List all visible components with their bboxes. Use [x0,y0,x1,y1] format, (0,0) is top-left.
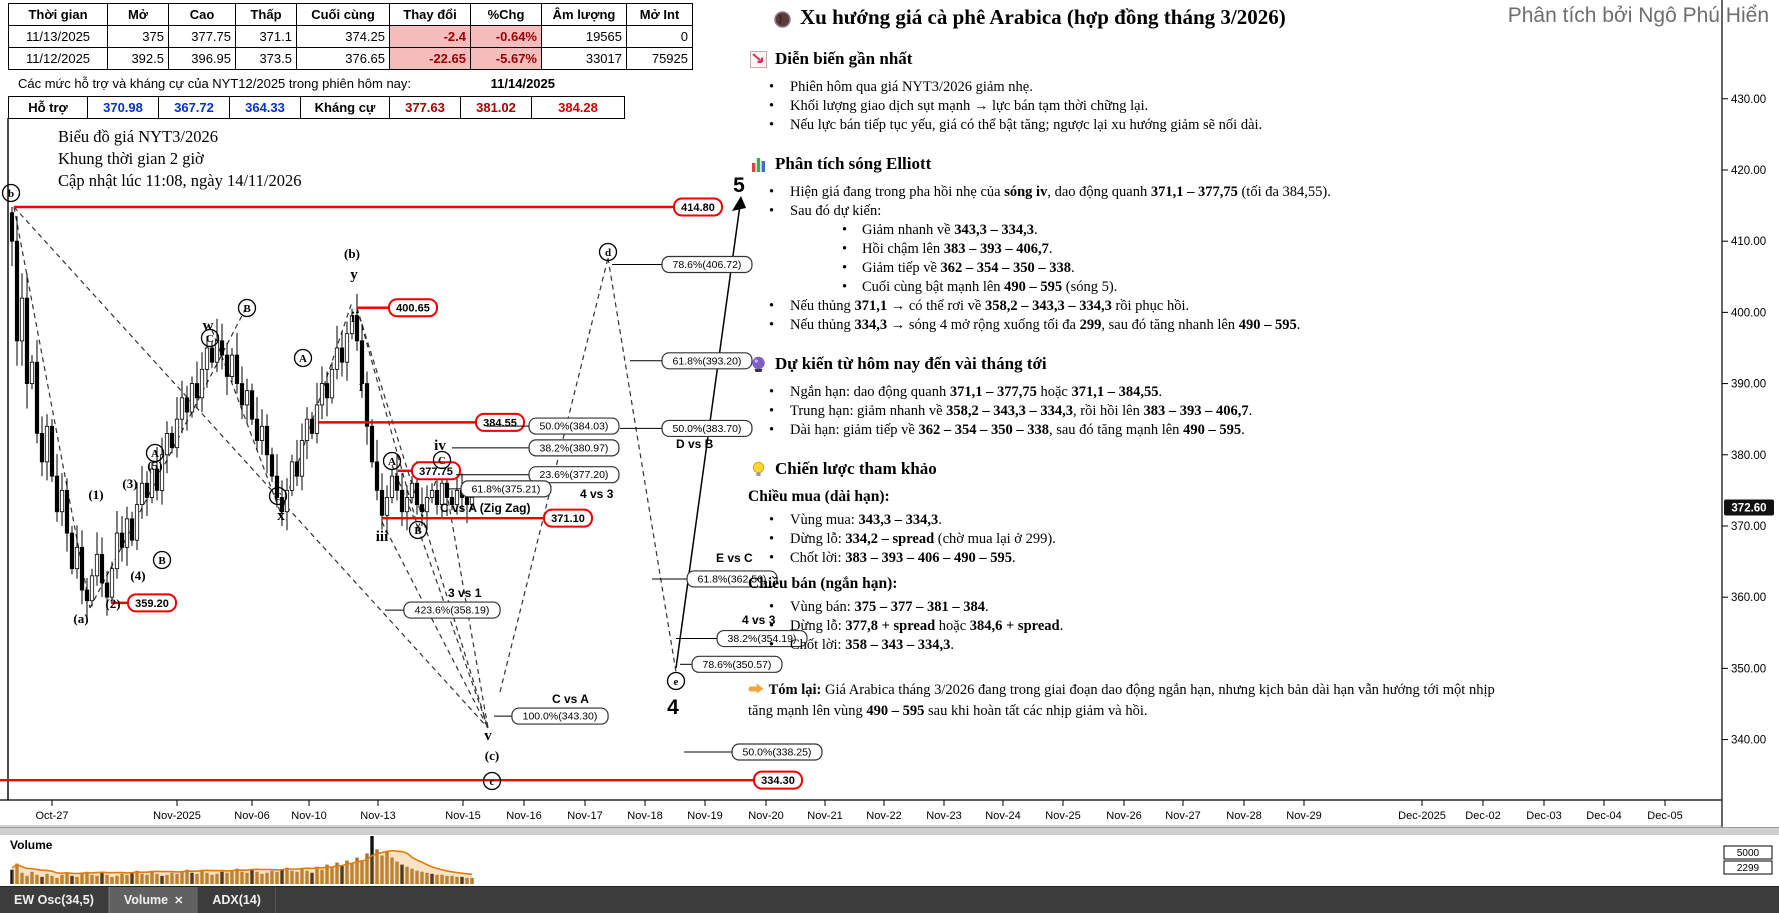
candle-body [145,483,148,497]
section-title: Diễn biến gần nhất [775,49,913,68]
analysis-bullet: • Nếu thủng 334,3 → sóng 4 mở rộng xuống tối đa 299, sau đó tăng nhanh lên 490 – 595. [748,316,1526,335]
analysis-bullet: • Hồi chậm lên 383 – 393 – 406,7. [748,240,1526,259]
candle-body [125,519,128,547]
candle-body [180,398,183,419]
candle-body [30,362,33,383]
date-tick-label[interactable]: Nov-25 [1045,810,1081,822]
date-tick-label[interactable]: Nov-15 [445,810,481,822]
wave-label: d [604,247,612,259]
wave-label: A [388,456,396,468]
analysis-bullet: • Vùng bán: 375 – 377 – 381 – 384. [748,598,1526,617]
ohlc-header: Cuối cùng [297,4,390,26]
fib-label-text: 38.2%(380.97) [539,442,609,455]
wave-label: (3) [122,476,138,491]
fib-label-text: 50.0%(384.03) [539,420,609,433]
analysis-title-text: Xu hướng giá cà phê Arabica (hợp đồng tháng 3/2026) [800,5,1286,29]
date-tick-label[interactable]: Nov-21 [807,810,843,822]
chart-down-icon [750,51,767,68]
analysis-bullet: • Phiên hôm qua giá NYT3/2026 giảm nhẹ. [748,78,1526,97]
strategy-subhead: Chiều mua (dài hạn): [748,488,890,505]
resistance-value: 377.63 [390,97,461,119]
fib-label-text: 61.8%(362.56) [697,573,767,586]
candle-body [35,362,38,433]
ohlc-cell: 19565 [542,26,627,48]
price-tick-label[interactable]: 370.00 [1731,520,1767,533]
light-bulb-icon [750,461,767,478]
analysis-section [748,354,1526,440]
support-value: 364.33 [230,97,301,119]
analysis-bullet: • Giảm tiếp về 362 – 354 – 350 – 338. [748,259,1526,278]
date-tick-label[interactable]: Dec-05 [1647,810,1683,822]
candle-body [380,490,383,515]
candle-body [230,355,233,376]
wave-trendline [382,522,488,728]
wave-label: iii [375,529,389,545]
analysis-bullet: • Chốt lời: 383 – 393 – 406 – 490 – 595. [748,549,1526,568]
price-tick-label[interactable]: 340.00 [1731,734,1767,747]
wave-label: iv [434,438,446,454]
candle-body [295,462,298,476]
ohlc-row [9,48,693,70]
key-price-value: 384.55 [483,417,517,430]
price-tick-label[interactable]: 420.00 [1731,164,1767,177]
bar-chart-icon [750,156,767,173]
ohlc-header: Thay đổi [390,4,471,26]
analysis-title [774,5,1526,30]
candle-body [385,497,388,515]
date-tick-label[interactable]: Nov-27 [1165,810,1201,822]
fib-label-text: 61.8%(375.21) [471,483,541,496]
arrowhead [732,196,746,211]
date-tick-label[interactable]: Nov-20 [748,810,784,822]
date-tick-label[interactable]: Nov-2025 [153,810,201,822]
section-header [750,354,1526,374]
analysis-bullet: • Hiện giá đang trong pha hồi nhẹ của sóng iv, dao động quanh 371,1 – 377,75 (tối đa 384,55). [748,183,1526,202]
wave-label: C [206,333,214,345]
candle-body [135,505,138,541]
fib-label-text: 23.6%(377.20) [539,469,609,482]
crystal-ball-icon [750,356,767,373]
chart-info-updated: Cập nhật lúc 11:08, ngày 14/11/2026 [58,171,302,190]
wave-label: (a) [73,611,89,626]
sr-caption-date: 11/14/2025 [490,76,555,91]
tab-close-icon[interactable]: ✕ [174,894,184,907]
ratio-zone-label: C vs A [552,692,589,706]
candle-body [220,341,223,355]
analysis-bullet: • Giảm nhanh về 343,3 – 334,3. [748,221,1526,240]
chart-info-timeframe: Khung thời gian 2 giờ [58,149,204,168]
ohlc-cell: 75925 [627,48,693,70]
ohlc-row [9,26,693,48]
fib-label-text: 78.6%(406.72) [672,259,742,272]
price-tick-label[interactable]: 430.00 [1731,93,1767,106]
date-tick-label[interactable]: Nov-24 [985,810,1021,822]
wave-label: (c) [484,748,500,763]
ohlc-header: %Chg [471,4,542,26]
wave-label: w [202,318,214,334]
wave-label: C [438,455,446,467]
support-value: 370.98 [88,97,159,119]
chart-info-symbol: Biểu đồ giá NYT3/2026 [58,127,218,146]
candle-body [140,483,143,504]
date-tick-label[interactable]: Dec-2025 [1398,810,1446,822]
candle-body [80,547,83,590]
ohlc-cell: 377.75 [169,26,236,48]
candle-body [420,505,423,512]
date-tick-label[interactable]: Nov-19 [687,810,723,822]
date-tick-label[interactable]: Nov-06 [234,810,270,822]
fib-label-text: 423.6%(358.19) [414,604,490,617]
wave-label: (2) [105,596,121,611]
fib-label-text: 50.0%(383.70) [672,422,742,435]
analysis-section [748,154,1526,335]
wave-label: (4) [130,568,146,583]
wave-label: i [358,379,364,395]
ohlc-cell: -5.67% [471,48,542,70]
key-price-value: 414.80 [681,202,715,214]
sr-caption [18,76,555,91]
ratio-zone-label: 4 vs 3 [742,613,776,627]
candle-body [225,355,228,376]
ohlc-header: Thấp [236,4,297,26]
candle-body [430,490,433,497]
tab-label: ADX(14) [212,893,261,907]
candle-body [185,398,188,412]
fib-label-text: 50.0%(338.25) [742,746,812,759]
analysis-bullet: • Sau đó dự kiến: [748,202,1526,221]
candle-body [70,533,73,569]
candle-body [25,298,28,383]
date-tick-label[interactable]: Nov-26 [1106,810,1142,822]
candle-body [245,391,248,405]
analysis-bullet: • Nếu thủng 371,1 → có thể rơi về 358,2 – 343,3 – 334,3 rồi phục hồi. [748,297,1526,316]
analysis-section [748,49,1526,135]
candle-body [310,419,313,433]
indicator-tab-bar [0,886,1779,913]
ratio-zone-label: 4 vs 3 [580,487,614,501]
fib-label-text: 61.8%(393.20) [672,355,742,368]
analysis-bullet: • Trung hạn: giảm nhanh về 358,2 – 343,3 – 334,3, rồi hồi lên 383 – 393 – 406,7. [748,402,1526,421]
candle-body [240,384,243,405]
date-tick-label[interactable]: Oct-27 [35,810,69,822]
date-tick-label[interactable]: Dec-03 [1526,810,1562,822]
point-right-icon [748,680,765,697]
candle-body [415,483,418,504]
candle-body [315,405,318,433]
volume-ma-fill [12,851,472,884]
section-title: Dự kiến từ hôm nay đến vài tháng tới [775,354,1047,373]
candle-body [410,483,413,497]
ohlc-cell: -0.64% [471,26,542,48]
wave-label: y [350,267,358,283]
candle-body [15,241,18,341]
wave-label: A [151,448,159,460]
candle-body [100,554,103,582]
candle-body [10,213,13,241]
ohlc-cell: 11/13/2025 [9,26,108,48]
analysis-bullet: • Dừng lỗ: 377,8 + spread hoặc 384,6 + spread. [748,617,1526,636]
ohlc-header: Âm lượng [542,4,627,26]
analysis-bullet: • Dừng lỗ: 334,2 – spread (chờ mua lại ở 299). [748,530,1526,549]
candle-body [205,348,208,369]
candle-body [375,462,378,490]
candle-body [40,433,43,461]
price-tick-label[interactable]: 390.00 [1731,378,1767,391]
price-tick-label[interactable]: 350.00 [1731,663,1767,676]
date-tick-label[interactable]: Nov-16 [506,810,542,822]
svg-text:2299: 2299 [1736,863,1760,874]
indicator-tab-ew-osc-34-5-[interactable] [0,887,109,913]
ratio-zone-label: D vs B [676,437,714,451]
candle-body [120,533,123,547]
key-price-value: 359.20 [135,597,169,610]
ohlc-cell: 374.25 [297,26,390,48]
candle-body [85,590,88,601]
ohlc-cell: 376.65 [297,48,390,70]
analysis-bullet: • Vùng mua: 343,3 – 334,3. [748,511,1526,530]
resistance-value: 384.28 [532,97,625,119]
wave-label: b [7,188,15,200]
ohlc-cell: 11/12/2025 [9,48,108,70]
candle-body [75,547,78,568]
wave-label: A [299,353,307,365]
ohlc-cell: -2.4 [390,26,471,48]
date-tick-label[interactable]: Nov-18 [627,810,663,822]
wave-label: B [414,525,422,537]
fib-label-text: 100.0%(343.30) [522,710,598,723]
analysis-summary: Tóm lại: Giá Arabica tháng 3/2026 đang trong giai đoạn dao động ngắn hạn, nhưng kịch bản dài hạn vẫn hướng tới một nhịp tăng mạnh lên vùng 490 – 595 sau khi hoàn tất các nhịp giảm và hồi. [748,682,1495,719]
major-wave-label: 5 [733,174,745,197]
ohlc-cell: 375 [108,26,169,48]
section-header [750,154,1526,174]
candle-body [95,554,98,575]
ohlc-header: Thời gian [9,4,108,26]
section-header [750,459,1526,479]
candle-body [90,576,93,601]
sr-caption-text: Các mức hỗ trợ và kháng cự của NYT12/2025 trong phiên hôm nay: [18,76,412,91]
analysis-section [748,459,1526,655]
tab-label: Volume [123,893,169,907]
ohlc-table [8,3,693,70]
resistance-value: 381.02 [461,97,532,119]
ohlc-cell: -22.65 [390,48,471,70]
ohlc-cell: 0 [627,26,693,48]
analysis-panel [748,0,1526,722]
candle-body [50,426,53,476]
support-resistance-table [8,96,625,119]
candle-body [360,341,363,384]
candle-body [250,391,253,419]
coffee-bean-icon [774,9,791,26]
candle-body [435,490,438,504]
fib-label-text: 38.2%(354.19) [727,633,797,646]
candle-body [195,384,198,398]
price-tick-label[interactable]: 360.00 [1731,592,1767,605]
price-tick-label[interactable]: 410.00 [1731,236,1767,249]
candle-body [235,355,238,383]
candle-body [45,426,48,462]
candle-body [60,490,63,511]
candle-body [150,469,153,497]
analysis-sections [748,49,1526,655]
analysis-bullet: • Cuối cùng bật mạnh lên 490 – 595 (sóng 5). [748,278,1526,297]
candle-body [260,426,263,440]
key-price-value: 334.30 [761,775,795,788]
candle-body [290,462,293,490]
wave-label: v [484,728,492,744]
candle-body [165,433,168,454]
candle-body [200,369,203,397]
candle-body [370,426,373,462]
ohlc-cell: 392.5 [108,48,169,70]
date-tick-label[interactable]: Nov-22 [866,810,902,822]
indicator-tab-adx-14-[interactable] [198,887,276,913]
support-value: 367.72 [159,97,230,119]
support-label: Hỗ trợ [9,97,88,119]
wave-label: (1) [88,487,104,502]
candle-body [65,490,68,533]
resistance-label: Kháng cự [301,97,390,119]
ratio-zone-label: 3 vs 1 [448,586,482,600]
analyst-watermark: Phân tích bởi Ngô Phú Hiển [1507,4,1769,27]
date-tick-label[interactable]: Nov-17 [567,810,603,822]
wave-label: (b) [344,246,360,261]
candle-body [330,369,333,397]
major-wave-label: 4 [667,696,679,719]
candle-body [55,476,58,512]
wave-label: B [158,555,166,567]
candle-body [445,483,448,497]
candle-body [300,441,303,477]
candle-body [395,476,398,490]
ohlc-header: Mở [108,4,169,26]
ohlc-header: Cao [169,4,236,26]
section-title: Chiến lược tham khảo [775,459,937,478]
price-tick-label[interactable]: 380.00 [1731,449,1767,462]
analysis-bullet: • Dài hạn: giảm tiếp về 362 – 354 – 350 – 338, sau đó tăng mạnh lên 490 – 595. [748,421,1526,440]
wave-label: (5) [147,458,163,473]
svg-text:5000: 5000 [1736,848,1760,859]
candle-body [20,298,23,341]
candle-body [345,334,348,362]
indicator-tab-volume[interactable] [109,887,198,913]
tab-label: EW Osc(34,5) [14,893,94,907]
wave-label: B [243,303,251,315]
candle-body [175,419,178,447]
candle-body [325,384,328,398]
strategy-subhead: Chiều bán (ngắn hạn): [748,575,898,592]
ohlc-cell: 373.5 [236,48,297,70]
candle-body [405,497,408,511]
price-tick-label[interactable]: 400.00 [1731,307,1767,320]
analysis-bullet: • Nếu lực bán tiếp tục yếu, giá có thể bật tăng; ngược lại xu hướng giảm sẽ nối dài. [748,116,1526,135]
ohlc-cell: 396.95 [169,48,236,70]
analysis-bullet: • Ngắn hạn: dao động quanh 371,1 – 377,75 hoặc 371,1 – 384,55. [748,383,1526,402]
candle-body [400,490,403,511]
candle-body [335,348,338,369]
wave-trendline [418,528,488,728]
wave-label: C [274,491,282,503]
date-tick-label[interactable]: Nov-10 [291,810,327,822]
section-title: Phân tích sóng Elliott [775,154,932,173]
current-price-value: 372.60 [1731,502,1767,515]
wave-trendline [608,258,676,672]
section-header [750,49,1526,69]
candle-body [130,519,133,540]
candle-body [265,426,268,454]
ohlc-cell: 371.1 [236,26,297,48]
candle-body [425,497,428,511]
date-tick-label[interactable]: Nov-13 [360,810,396,822]
date-tick-label[interactable]: Dec-02 [1465,810,1501,822]
fib-label-text: 78.6%(350.57) [702,658,772,671]
candle-body [390,476,393,497]
wave-label: x [277,508,285,524]
candle-body [365,384,368,427]
date-tick-label[interactable]: Dec-04 [1586,810,1622,822]
wave-label: ii [350,310,360,326]
ratio-zone-label: C vs A (Zig Zag) [440,501,531,515]
candle-body [190,384,193,412]
candle-body [255,419,258,440]
date-tick-label[interactable]: Nov-28 [1226,810,1262,822]
candle-body [170,433,173,447]
key-price-value: 400.65 [396,302,430,315]
ohlc-header: Mở Int [627,4,693,26]
ratio-zone-label: E vs C [716,551,753,565]
key-price-value: 377.75 [419,465,453,478]
wave-label: c [489,776,495,788]
volume-pane-label: Volume [10,838,53,852]
ohlc-cell: 33017 [542,48,627,70]
pane-splitter[interactable] [0,827,1779,836]
candle-body [305,419,308,440]
candle-body [340,348,343,362]
analysis-bullet: • Chốt lời: 358 – 343 – 334,3. [748,636,1526,655]
candle-body [270,455,273,476]
analysis-bullet: • Khối lượng giao dịch sụt mạnh → lực bán tạm thời chững lại. [748,97,1526,116]
wave-label: e [673,676,679,688]
candle-body [210,348,213,362]
date-tick-label[interactable]: Nov-29 [1286,810,1322,822]
date-tick-label[interactable]: Nov-23 [926,810,962,822]
candle-body [115,533,118,569]
chart-info [58,126,302,192]
candle-body [110,569,113,597]
key-price-value: 371.10 [551,513,585,526]
candle-body [320,384,323,405]
